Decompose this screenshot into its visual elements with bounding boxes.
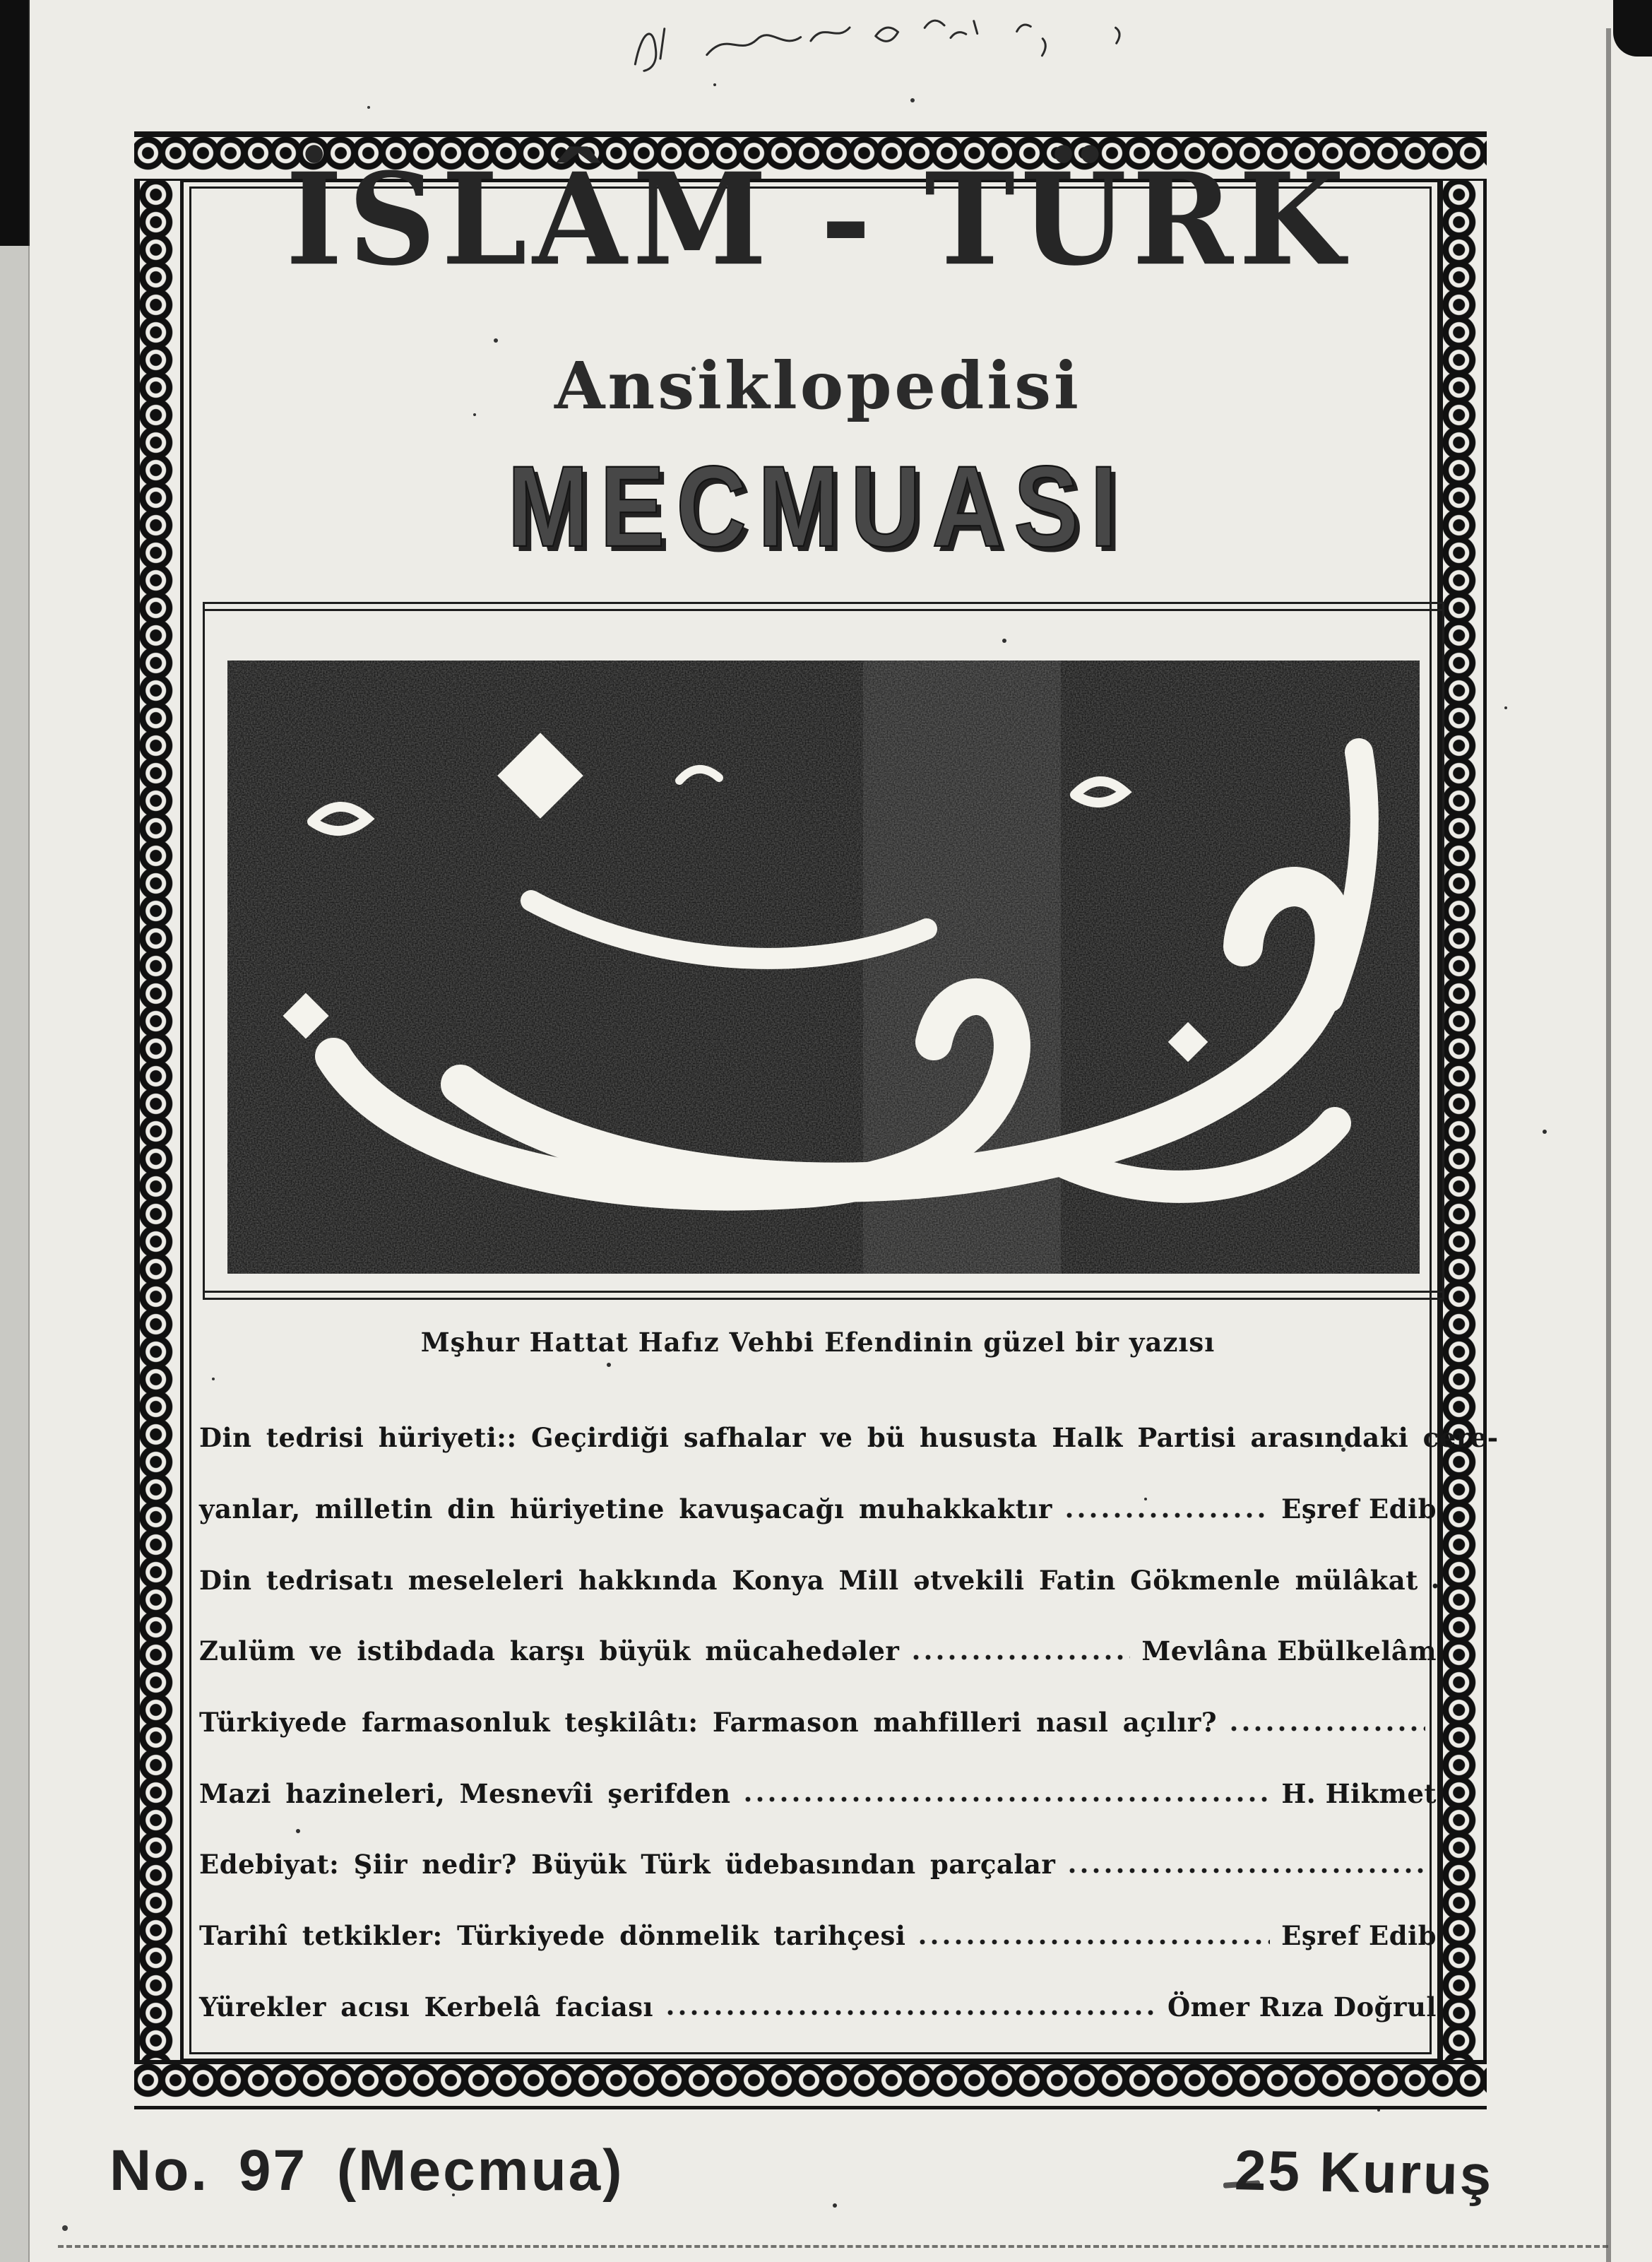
paper-specks [0, 0, 3, 3]
toc-dot-leader [1228, 1710, 1425, 1736]
calligraphy-artwork [227, 661, 1420, 1274]
toc-item-title: Türkiyede farmasonluk teşkilâtı: Farmason mahfilleri nasıl açılır? [199, 1707, 1218, 1739]
toc-dot-leader [742, 1780, 1271, 1806]
toc-item-title: Edebiyat: Şiir nedir? Büyük Türk üdebasından parçalar [199, 1849, 1056, 1881]
border-strip-left [134, 181, 184, 2060]
toc-dot-leader [910, 1638, 1130, 1664]
toc-item-author: H. Hikmet [1281, 1777, 1437, 1809]
toc-item-author: Eşref Edib [1281, 1920, 1437, 1952]
magazine-title: İSLÂM - TÜRK [285, 144, 1350, 294]
handwritten-annotation [620, 0, 1160, 89]
toc-row [199, 1829, 1437, 1900]
toc-row [199, 1758, 1437, 1829]
toc-row [199, 1474, 1437, 1545]
bottom-dashed-line [58, 2245, 1608, 2248]
toc-row [199, 1972, 1437, 2043]
toc-item-author: Ömer Rıza Doğrul [1167, 1991, 1437, 2023]
toc-item-title: yanlar, milletin din hüriyetine kavuşacağı muhakkaktır [199, 1493, 1052, 1525]
table-of-contents [199, 1402, 1499, 2042]
toc-dot-leader [917, 1923, 1270, 1949]
plate-caption: Mşhur Hattat Hafız Vehbi Efendinin güzel bir yazısı [420, 1327, 1216, 1358]
toc-dot-leader [1066, 1852, 1425, 1878]
scan-edge-artifact-right [1606, 28, 1611, 2262]
toc-item-title: Din tedrisi hüriyeti:: Geçirdiği safhalar ve bü hususta Halk Partisi arasındaki cere- [199, 1422, 1499, 1454]
toc-item-author: Eşref Edib [1281, 1493, 1437, 1525]
scan-corner-blob [1613, 0, 1652, 57]
toc-row [199, 1900, 1437, 1972]
border-strip-bottom [134, 2059, 1487, 2109]
toc-dot-leader [1064, 1496, 1270, 1522]
toc-item-title: Tarihî tetkikler: Türkiyede dönmelik tarihçesi [199, 1920, 906, 1952]
toc-row [199, 1616, 1437, 1687]
magazine-subtitle: Ansiklopedisi [554, 348, 1081, 424]
issue-number: No. 97 (Mecmua) [109, 2138, 624, 2203]
toc-item-author: Mevlâna Ebülkelâm [1141, 1635, 1437, 1667]
toc-item-title: Mazi hazineleri, Mesnevîi şerifden [199, 1777, 731, 1809]
toc-row [199, 1402, 1499, 1474]
toc-item-title: Zulüm ve istibdada karşı büyük mücahedǝler [199, 1635, 900, 1667]
toc-row [199, 1687, 1437, 1758]
magazine-subtitle-2: MECMUASI [507, 442, 1129, 572]
scan-edge-artifact-left [0, 0, 30, 2262]
toc-item-title: Din tedrisatı meseleleri hakkında Konya Mill ǝtvekili Fatin Gökmenle mülâkat [199, 1564, 1418, 1596]
toc-dot-leader [1430, 1567, 1444, 1593]
calligraphy-plate [227, 661, 1420, 1274]
toc-dot-leader [665, 1994, 1156, 2020]
toc-item-title: Yürekler acısı Kerbelâ faciası [199, 1991, 654, 2023]
price: 25 Kuruş [1233, 2138, 1494, 2207]
toc-row [199, 1544, 1437, 1616]
